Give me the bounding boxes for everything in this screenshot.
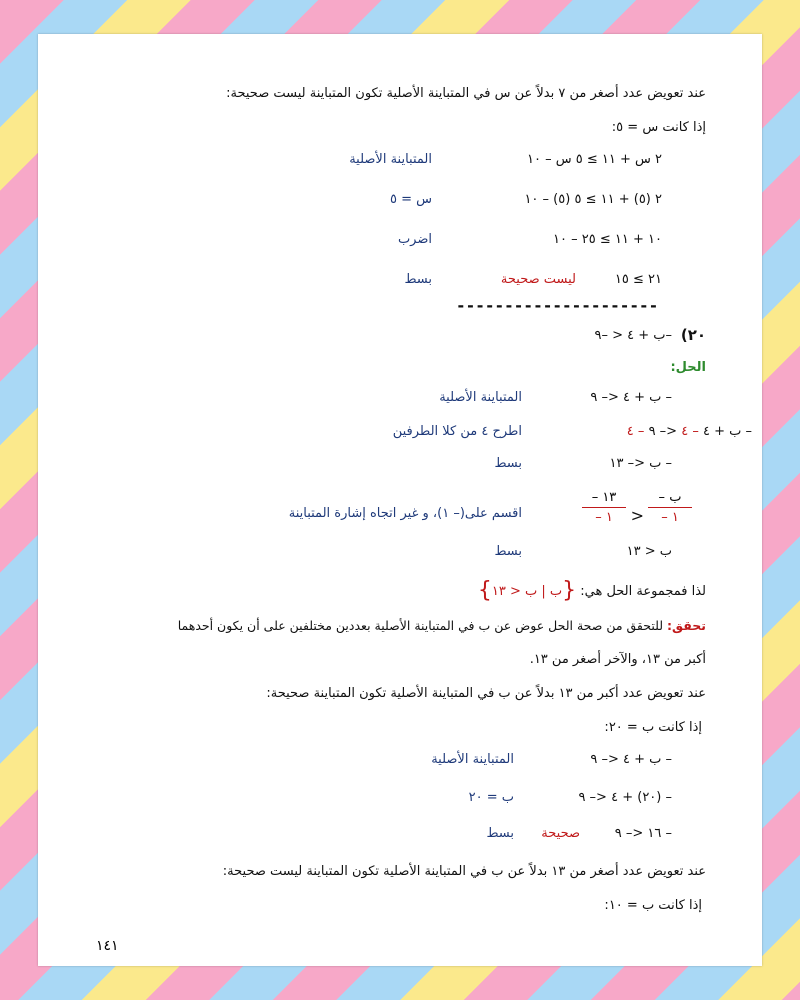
step-note: س = ٥ xyxy=(389,192,432,207)
smaller-case-given: إذا كانت ب = ١٠: xyxy=(604,898,702,913)
check-line-2: أكبر من ١٣، والآخر أصغر من ١٣. xyxy=(529,652,706,667)
step-note: اضرب xyxy=(397,232,432,247)
step-note: المتباينة الأصلية xyxy=(431,752,514,767)
fraction-denominator: – ١ xyxy=(595,510,613,525)
step-expression: – ب <– ١٣ xyxy=(609,456,672,471)
step-note: اقسم على(– ١)، و غير اتجاه إشارة المتباينة xyxy=(288,506,522,521)
fraction-denominator: – ١ xyxy=(661,510,679,525)
step-note: بسط xyxy=(494,456,522,471)
step-note: ب = ٢٠ xyxy=(468,790,514,805)
relation-sign: < xyxy=(630,506,644,525)
given-line: إذا كانت س = ٥: xyxy=(611,120,706,135)
expr-subtract: – ٤ xyxy=(681,424,699,439)
intro-line: عند تعويض عدد أصغر من ٧ بدلاً عن س في المتباينة الأصلية تكون المتباينة ليست صحيحة: xyxy=(226,86,706,101)
step-note: بسط xyxy=(486,826,514,841)
step-expression: ٢ (٥) + ١١ ≥ ٥ (٥) – ١٠ xyxy=(524,192,662,207)
solution-set-value: ب | ب < ١٣ xyxy=(491,584,563,599)
brace-open-icon: { xyxy=(562,578,577,603)
solution-set-label: لذا فمجموعة الحل هي: xyxy=(580,584,706,599)
fraction-right xyxy=(582,490,626,525)
greater-case-given: إذا كانت ب = ٢٠: xyxy=(604,720,702,735)
step-expression: – (٢٠) + ٤ <– ٩ xyxy=(578,790,672,805)
section-separator: --------------------- xyxy=(456,296,659,315)
step-note: المتباينة الأصلية xyxy=(439,390,522,405)
step-expression: ٢١ ≥ ١٥ xyxy=(614,272,662,287)
check-label: تحقق: xyxy=(667,618,706,633)
greater-case-line: عند تعويض عدد أكبر من ١٣ بدلاً عن ب في المتباينة الأصلية تكون المتباينة صحيحة: xyxy=(266,686,706,701)
step-expression xyxy=(627,424,752,439)
smaller-case-line: عند تعويض عدد أصغر من ١٣ بدلاً عن ب في المتباينة الأصلية تكون المتباينة ليست صحيحة: xyxy=(222,864,706,879)
step-note: بسط xyxy=(404,272,432,287)
page-number: ١٤١ xyxy=(96,938,119,954)
expr-part: <– ٩ xyxy=(648,424,678,439)
step-note: بسط xyxy=(494,544,522,559)
step-expression: ٢ س + ١١ ≥ ٥ س – ١٠ xyxy=(526,152,662,167)
step-expression: – ب + ٤ <– ٩ xyxy=(590,390,672,405)
brace-close-icon: } xyxy=(477,578,492,603)
fraction-numerator: – ١٣ xyxy=(582,490,626,508)
fraction-numerator: – ب xyxy=(648,490,692,508)
solution-set-line xyxy=(478,578,706,603)
step-note: اطرح ٤ من كلا الطرفين xyxy=(392,424,522,439)
check-line xyxy=(178,618,706,633)
question-number: ٢٠) xyxy=(680,326,706,344)
solution-label: الحل: xyxy=(670,360,706,375)
step-expression: – ١٦ <– ٩ xyxy=(614,826,672,841)
worksheet-page xyxy=(38,34,762,966)
step-expression: ١٠ + ١١ ≥ ٢٥ – ١٠ xyxy=(553,232,662,247)
status-flag: صحيحة xyxy=(541,826,580,841)
check-text: للتحقق من صحة الحل عوض عن ب في المتباينة الأصلية بعددين مختلفين على أن يكون أحدهما xyxy=(177,618,664,633)
step-expression: – ب + ٤ <– ٩ xyxy=(590,752,672,767)
expr-subtract: – ٤ xyxy=(626,424,645,439)
step-note: المتباينة الأصلية xyxy=(349,152,432,167)
status-flag: ليست صحيحة xyxy=(500,272,576,287)
question-expression: –ب + ٤ < –٩ xyxy=(594,328,672,343)
expr-part: – ب + ٤ xyxy=(702,424,752,439)
step-expression: ب < ١٣ xyxy=(626,544,672,559)
fraction-left xyxy=(648,490,692,525)
